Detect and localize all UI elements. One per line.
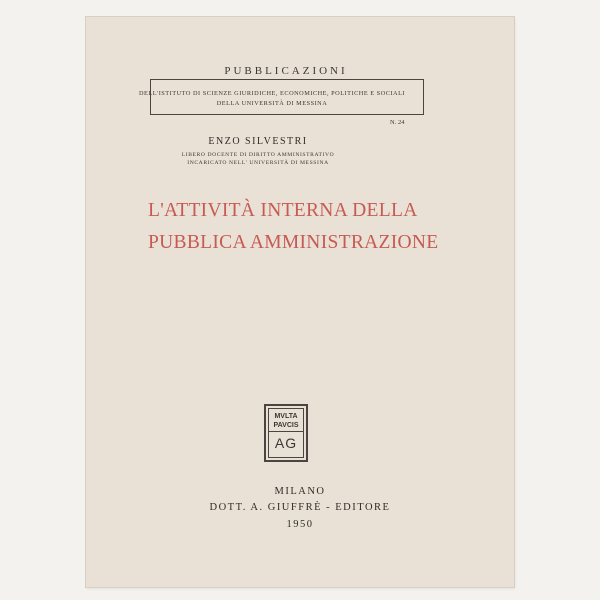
author-name: ENZO SILVESTRI <box>208 136 308 147</box>
series-line-2: DELLA UNIVERSITÀ DI MESSINA <box>216 100 328 107</box>
series-frame <box>150 79 424 115</box>
book-cover <box>86 17 514 587</box>
author-role-1: LIBERO DOCENTE DI DIRITTO AMMINISTRATIVO <box>181 152 335 158</box>
logo-word-2: PAVCIS <box>273 422 299 429</box>
imprint-city: MILANO <box>274 486 326 497</box>
logo-divider <box>269 431 303 432</box>
book-title-line-1: L'ATTIVITÀ INTERNA DELLA <box>148 200 418 221</box>
series-title: PUBBLICAZIONI <box>166 65 406 77</box>
imprint-publisher: DOTT. A. GIUFFRÈ - EDITORE <box>209 502 391 513</box>
series-number: N. 24 <box>390 119 405 126</box>
series-line-1: DELL'ISTITUTO DI SCIENZE GIURIDICHE, ECONOMICHE, POLITICHE E SOCIALI <box>138 90 406 97</box>
author-role-2: INCARICATO NELL' UNIVERSITÀ DI MESSINA <box>187 160 329 166</box>
book-title-line-2: PUBBLICA AMMINISTRAZIONE <box>148 232 439 253</box>
publisher-logo <box>264 404 308 462</box>
logo-word-1: MVLTA <box>274 413 298 420</box>
imprint-year: 1950 <box>286 519 314 530</box>
logo-monogram: AG <box>274 435 298 451</box>
